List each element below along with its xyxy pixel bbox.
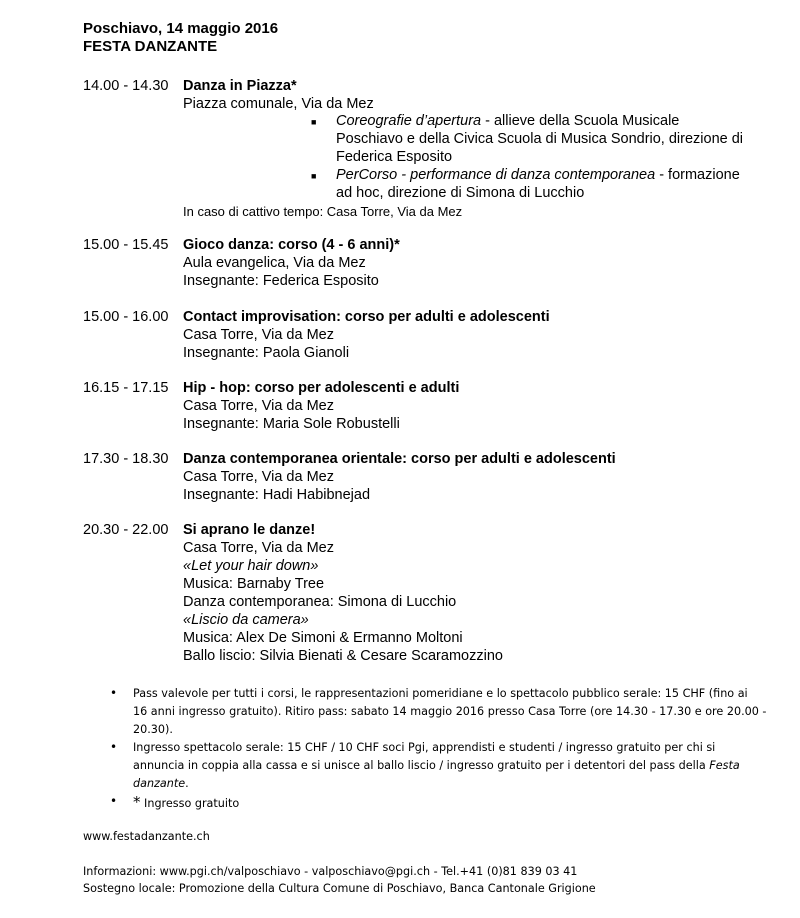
- event-time: 15.00 - 16.00: [83, 309, 169, 325]
- performance-music: Musica: Alex De Simoni & Ermanno Moltoni: [183, 630, 463, 646]
- local-support: Sostegno locale: Promozione della Cultura Comune di Poschiavo, Banca Cantonale Grigione: [83, 882, 596, 895]
- document-title: FESTA DANZANTE: [83, 38, 218, 55]
- performance-dance: Danza contemporanea: Simona di Lucchio: [183, 594, 457, 610]
- pass-note-line: 20.30).: [133, 723, 173, 736]
- ticket-note-line: danzante.: [133, 777, 189, 790]
- event-teacher: Insegnante: Paola Gianoli: [183, 345, 350, 361]
- performance-dance: Ballo liscio: Silvia Bienati & Cesare Scaramozzino: [183, 648, 503, 664]
- event-teacher: Insegnante: Hadi Habibnejad: [183, 487, 371, 503]
- event-location: Casa Torre, Via da Mez: [183, 469, 334, 485]
- event-location: Piazza comunale, Via da Mez: [183, 96, 374, 112]
- website-link[interactable]: www.festadanzante.ch: [83, 830, 210, 843]
- square-bullet-icon: ■: [311, 117, 317, 127]
- event-title: Gioco danza: corso (4 - 6 anni)*: [183, 237, 400, 253]
- event-title: Danza contemporanea orientale: corso per adulti e adolescenti: [183, 451, 616, 467]
- event-subitem-line: Poschiavo e della Civica Scuola di Musica Sondrio, direzione di: [336, 131, 744, 147]
- event-location: Casa Torre, Via da Mez: [183, 398, 334, 414]
- event-title: Si aprano le danze!: [183, 522, 316, 538]
- bullet-icon: •: [110, 686, 118, 700]
- performance-title: «Liscio da camera»: [183, 612, 309, 628]
- weather-note: In caso di cattivo tempo: Casa Torre, Via da Mez: [183, 204, 463, 219]
- event-location: Casa Torre, Via da Mez: [183, 327, 334, 343]
- event-location: Casa Torre, Via da Mez: [183, 540, 334, 556]
- performance-music: Musica: Barnaby Tree: [183, 576, 325, 592]
- event-location: Aula evangelica, Via da Mez: [183, 255, 366, 271]
- event-subitem-line: PerCorso - performance di danza contemporanea - formazione: [336, 167, 740, 183]
- bullet-icon: •: [110, 740, 118, 754]
- event-teacher: Insegnante: Federica Esposito: [183, 273, 379, 289]
- event-time: 14.00 - 14.30: [83, 78, 169, 94]
- document-date-title: Poschiavo, 14 maggio 2016: [83, 20, 279, 37]
- ticket-note-line: Ingresso spettacolo serale: 15 CHF / 10 CHF soci Pgi, apprendisti e studenti / ingresso gratuito per chi si: [133, 741, 716, 754]
- square-bullet-icon: ■: [311, 171, 317, 181]
- event-subitem-line: ad hoc, direzione di Simona di Lucchio: [336, 185, 585, 201]
- event-title: Danza in Piazza*: [183, 78, 297, 94]
- performance-title: «Let your hair down»: [183, 558, 319, 574]
- contact-info: Informazioni: www.pgi.ch/valposchiavo - valposchiavo@pgi.ch - Tel.+41 (0)81 839 03 41: [83, 865, 578, 878]
- event-title: Contact improvisation: corso per adulti e adolescenti: [183, 309, 550, 325]
- pass-note-line: 16 anni ingresso gratuito). Ritiro pass: sabato 14 maggio 2016 presso Casa Torre (ore 14.30 - 17.30 e ore 20.00 -: [133, 705, 767, 718]
- free-entry-note: * Ingresso gratuito: [133, 793, 240, 811]
- event-title: Hip - hop: corso per adolescenti e adulti: [183, 380, 460, 396]
- bullet-icon: •: [110, 794, 118, 808]
- event-time: 16.15 - 17.15: [83, 380, 169, 396]
- event-time: 15.00 - 15.45: [83, 237, 169, 253]
- event-teacher: Insegnante: Maria Sole Robustelli: [183, 416, 400, 432]
- event-time: 17.30 - 18.30: [83, 451, 169, 467]
- event-time: 20.30 - 22.00: [83, 522, 169, 538]
- ticket-note-line: annuncia in coppia alla cassa e si unisce al ballo liscio / ingresso gratuito per i detentori del pass della Festa: [133, 759, 740, 772]
- event-subitem-line: Federica Esposito: [336, 149, 453, 165]
- pass-note-line: Pass valevole per tutti i corsi, le rappresentazioni pomeridiane e lo spettacolo pubblico serale: 15 CHF (fino ai: [133, 687, 748, 700]
- event-subitem-line: Coreografie d’apertura - allieve della Scuola Musicale: [336, 113, 680, 129]
